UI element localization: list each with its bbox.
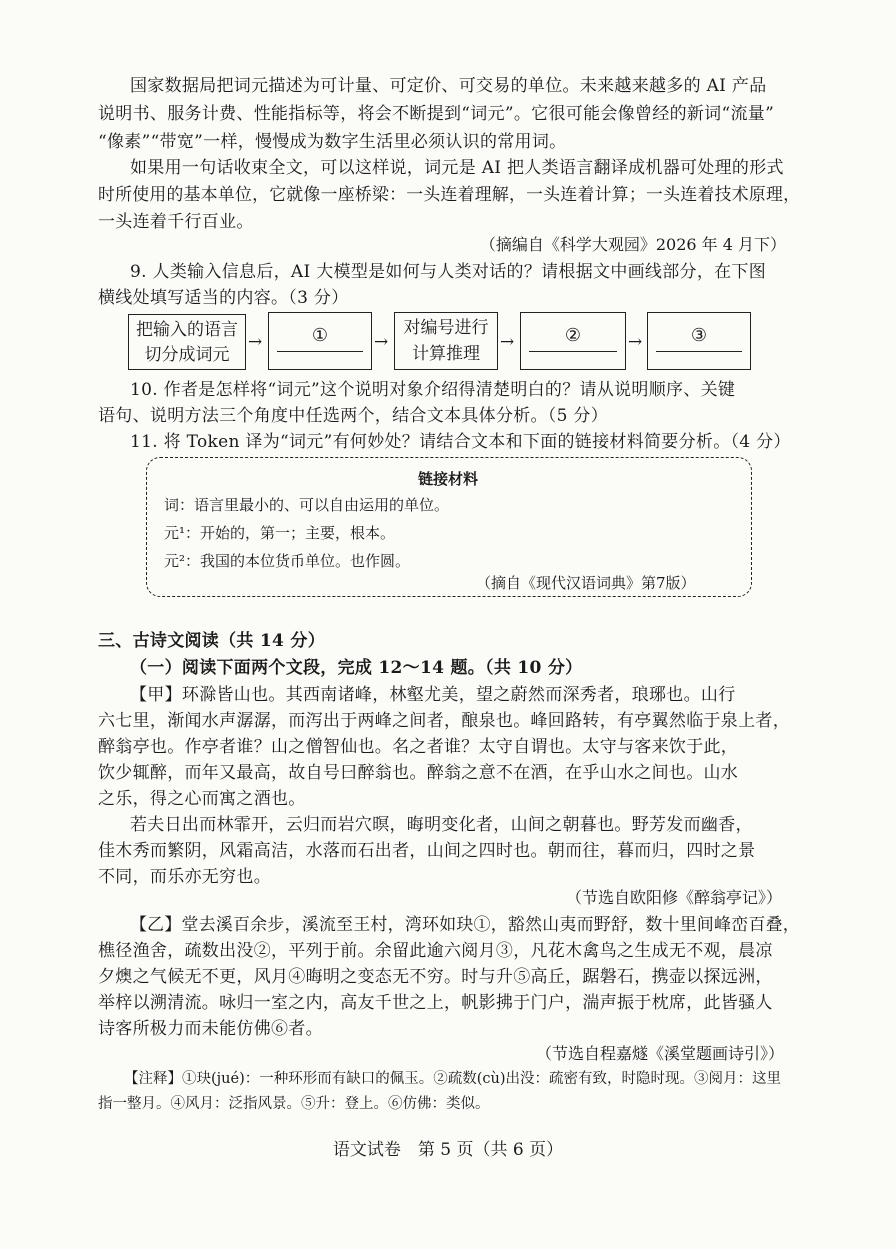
blank-number: ① <box>311 325 329 346</box>
blank-number: ② <box>564 325 582 346</box>
answer-line <box>277 351 363 352</box>
answer-line <box>656 351 742 352</box>
flow-blank-3[interactable] <box>647 312 751 370</box>
answer-line <box>529 351 617 352</box>
passage-line: 一头连着千行百业。 <box>98 212 254 232</box>
yi-line: 诗客所极力而未能仿佛⑥者。 <box>98 1019 323 1039</box>
question-10-line: 语句、说明方法三个角度中任选两个，结合文本具体分析。（5 分） <box>98 406 609 426</box>
link-material-source: （摘自《现代汉语词典》第7版） <box>476 574 696 592</box>
yi-line: 樵径渔舍，疏数出没②，平列于前。余留此逾六阅月③，凡花木禽鸟之生成无不观，晨凉 <box>98 941 773 961</box>
flow-arrow: → <box>628 332 643 352</box>
flow-arrow: → <box>500 332 515 352</box>
link-material-line: 词：语言里最小的、可以自由运用的单位。 <box>164 496 450 514</box>
jia-source: （节选自欧阳修《醉翁亭记》） <box>565 888 782 907</box>
flow-box-text: 切分成词元 <box>144 345 230 365</box>
flow-arrow: → <box>248 332 263 352</box>
jia-line: 六七里，渐闻水声潺潺，而泻出于两峰之间者，酿泉也。峰回路转，有亭翼然临于泉上者， <box>98 711 790 731</box>
section-heading: 三、古诗文阅读（共 14 分） <box>98 631 325 651</box>
jia-line: 不同，而乐亦无穷也。 <box>98 867 271 887</box>
passage-source: （摘编自《科学大观园》2026 年 4 月下） <box>479 235 786 254</box>
flow-box-text: 把输入的语言 <box>136 320 238 340</box>
question-11-line: 11. 将 Token 译为“词元”有何妙处？请结合文本和下面的链接材料简要分析。（4 分） <box>130 432 791 452</box>
blank-number: ③ <box>690 325 708 346</box>
yi-source: （节选自程嘉燧《溪堂题画诗引》） <box>535 1044 784 1063</box>
question-10-line: 10. 作者是怎样将“词元”这个说明对象介绍得清楚明白的？请从说明顺序、关键 <box>130 380 736 400</box>
jia-line: 醉翁亭也。作亭者谁？山之僧智仙也。名之者谁？太守自谓也。太守与客来饮于此， <box>98 737 739 757</box>
question-9-line: 9. 人类输入信息后，AI 大模型是如何与人类对话的？请根据文中画线部分，在下图 <box>130 262 767 282</box>
flow-arrow: → <box>374 332 389 352</box>
passage-line: 如果用一句话收束全文，可以这样说，词元是 AI 把人类语言翻译成机器可处理的形式 <box>130 158 784 178</box>
flow-blank-1[interactable] <box>268 312 372 370</box>
notes-line: 指一整月。④风月：泛指风景。⑤升：登上。⑥仿佛：类似。 <box>98 1096 490 1112</box>
flow-box-text: 计算推理 <box>412 344 480 364</box>
flow-box-text: 对编号进行 <box>403 318 489 338</box>
passage-line: 说明书、服务计费、性能指标等，将会不断提到“词元”。它很可能会像曾经的新词“流量” <box>98 104 775 124</box>
yi-line: 【乙】堂去溪百余步，溪流至王村，湾环如玦①，豁然山夷而野舒，数十里间峰峦百叠， <box>130 915 800 935</box>
flow-blank-2[interactable] <box>520 312 626 370</box>
jia-line: 【甲】环滁皆山也。其西南诸峰，林壑尤美，望之蔚然而深秀者，琅琊也。山行 <box>130 685 736 705</box>
jia-line: 之乐，得之心而寓之酒也。 <box>98 789 306 809</box>
page-footer: 语文试卷 第 5 页（共 6 页） <box>332 1140 564 1160</box>
link-material-line: 元¹：开始的，第一；主要，根本。 <box>164 524 396 542</box>
passage-line: “像素”“带宽”一样，慢慢成为数字生活里必须认识的常用词。 <box>98 132 567 152</box>
passage-line: 国家数据局把词元描述为可计量、可定价、可交易的单位。未来越来越多的 AI 产品 <box>130 76 767 96</box>
section-sub-heading: （一）阅读下面两个文段，完成 12～14 题。（共 10 分） <box>130 658 583 678</box>
jia-line: 佳木秀而繁阴，风霜高洁，水落而石出者，山间之四时也。朝而往，暮而归，四时之景 <box>98 841 756 861</box>
link-material-line: 元²：我国的本位货币单位。也作圆。 <box>164 552 411 570</box>
jia-line: 饮少辄醉，而年又最高，故自号曰醉翁也。醉翁之意不在酒，在乎山水之间也。山水 <box>98 763 739 783</box>
passage-line: 时所使用的基本单位，它就像一座桥梁：一头连着理解，一头连着计算；一头连着技术原理， <box>98 185 801 205</box>
notes-line: 【注释】①玦(jué)：一种环形而有缺口的佩玉。②疏数(cù)出没：疏密有致，时隐时现。③阅月：这里 <box>124 1071 781 1087</box>
flow-box-2 <box>394 312 498 370</box>
flow-box-1 <box>128 314 246 370</box>
yi-line: 夕燠之气候无不更，风月④晦明之变态无不穷。时与升⑤高丘，踞磐石，携壶以探远洲， <box>98 967 773 987</box>
link-material-title: 链接材料 <box>417 470 478 488</box>
jia-line: 若夫日出而林霏开，云归而岩穴暝，晦明变化者，山间之朝暮也。野芳发而幽香， <box>130 815 753 835</box>
question-9-line: 横线处填写适当的内容。（3 分） <box>98 288 349 308</box>
yi-line: 举梓以溯清流。咏归一室之内，高友千世之上，帆影拂于门户，湍声振于枕席，此皆骚人 <box>98 993 773 1013</box>
